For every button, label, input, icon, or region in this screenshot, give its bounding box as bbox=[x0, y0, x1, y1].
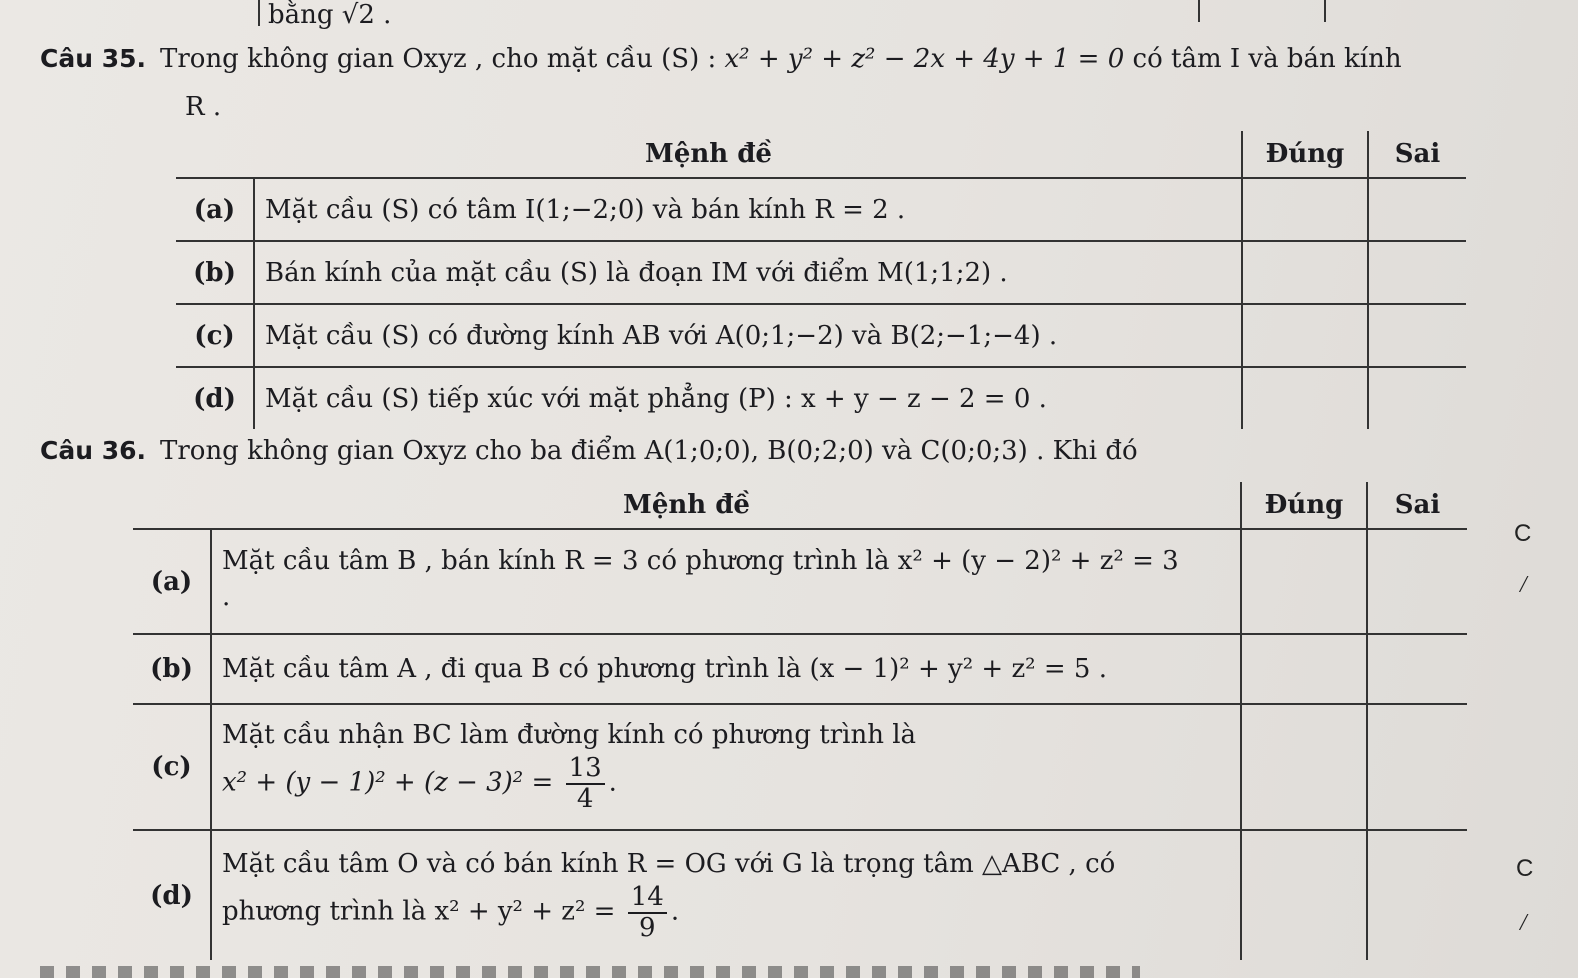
equation-end: . bbox=[608, 768, 617, 798]
question-36-stem bbox=[40, 436, 1138, 466]
statement-line: . bbox=[222, 581, 231, 612]
q36-stem: Trong không gian Oxyz cho ba điểm A(1;0;0), B(0;2;0) và C(0;0;3) . Khi đó bbox=[160, 436, 1138, 466]
equation-text: phương trình là x² + y² + z² = bbox=[222, 896, 624, 927]
row-label: (c) bbox=[176, 304, 254, 367]
equation-text: x² + (y − 1)² + (z − 3)² = bbox=[222, 768, 562, 798]
statement-line: Mặt cầu nhận BC làm đường kính có phương trình là bbox=[222, 720, 917, 751]
answer-false-cell[interactable] bbox=[1367, 704, 1467, 830]
margin-letter: C bbox=[1514, 520, 1532, 547]
table-row bbox=[133, 634, 1467, 704]
row-statement bbox=[211, 704, 1241, 830]
answer-true-cell[interactable] bbox=[1241, 704, 1367, 830]
row-statement: Mặt cầu (S) tiếp xúc với mặt phẳng (P) : x + y − z − 2 = 0 . bbox=[254, 367, 1242, 429]
row-statement: Mặt cầu (S) có tâm I(1;−2;0) và bán kính R = 2 . bbox=[254, 178, 1242, 241]
answer-true-cell[interactable] bbox=[1242, 178, 1368, 241]
equation-end: . bbox=[670, 896, 680, 927]
header-true: Đúng bbox=[1242, 131, 1368, 178]
fraction bbox=[566, 754, 605, 813]
fraction-numerator: 13 bbox=[566, 754, 605, 785]
statement-line: Mặt cầu tâm B , bán kính R = 3 có phương trình là x² + (y − 2)² + z² = 3 bbox=[222, 545, 1179, 576]
header-true: Đúng bbox=[1241, 482, 1367, 529]
q36-table bbox=[133, 482, 1467, 960]
q35-stem-end: R . bbox=[185, 92, 222, 122]
table-row bbox=[176, 304, 1466, 367]
answer-false-cell[interactable] bbox=[1368, 241, 1466, 304]
answer-false-cell[interactable] bbox=[1367, 529, 1467, 634]
answer-true-cell[interactable] bbox=[1241, 529, 1367, 634]
fraction-numerator: 14 bbox=[628, 883, 667, 914]
table-row bbox=[176, 367, 1466, 429]
header-false: Sai bbox=[1368, 131, 1466, 178]
margin-mark: / bbox=[1520, 572, 1527, 598]
answer-false-cell[interactable] bbox=[1368, 367, 1466, 429]
row-label: (a) bbox=[133, 529, 211, 634]
answer-false-cell[interactable] bbox=[1367, 830, 1467, 960]
question-36-number: Câu 36. bbox=[40, 436, 147, 465]
row-label: (b) bbox=[176, 241, 254, 304]
answer-false-cell[interactable] bbox=[1368, 304, 1466, 367]
previous-answer-fragment: bằng √2 . bbox=[268, 0, 392, 30]
row-label: (d) bbox=[133, 830, 211, 960]
fraction bbox=[628, 883, 667, 942]
row-label: (c) bbox=[133, 704, 211, 830]
top-rule bbox=[258, 0, 260, 26]
row-label: (b) bbox=[133, 634, 211, 704]
question-35-number: Câu 35. bbox=[40, 44, 147, 73]
table-row bbox=[176, 241, 1466, 304]
header-proposition: Mệnh đề bbox=[133, 482, 1241, 529]
q35-stem-before: Trong không gian Oxyz , cho mặt cầu (S) : bbox=[160, 44, 725, 74]
row-label: (d) bbox=[176, 367, 254, 429]
question-35-stem bbox=[40, 44, 1402, 74]
answer-true-cell[interactable] bbox=[1242, 367, 1368, 429]
answer-true-cell[interactable] bbox=[1242, 304, 1368, 367]
row-label: (a) bbox=[176, 178, 254, 241]
answer-true-cell[interactable] bbox=[1242, 241, 1368, 304]
header-false: Sai bbox=[1367, 482, 1467, 529]
row-statement bbox=[211, 529, 1241, 634]
fraction-denominator: 4 bbox=[576, 784, 594, 814]
answer-false-cell[interactable] bbox=[1368, 178, 1466, 241]
table-row bbox=[133, 704, 1467, 830]
top-tick bbox=[1198, 0, 1200, 22]
q35-table bbox=[176, 131, 1466, 429]
answer-true-cell[interactable] bbox=[1241, 830, 1367, 960]
top-tick bbox=[1324, 0, 1326, 22]
statement-equation bbox=[222, 754, 1230, 813]
q35-stem-after: có tâm I và bán kính bbox=[1124, 44, 1402, 74]
table-row bbox=[176, 178, 1466, 241]
margin-mark: / bbox=[1520, 910, 1527, 936]
answer-false-cell[interactable] bbox=[1367, 634, 1467, 704]
table-row bbox=[133, 529, 1467, 634]
row-statement: Mặt cầu tâm A , đi qua B có phương trình là (x − 1)² + y² + z² = 5 . bbox=[211, 634, 1241, 704]
cut-off-next-line bbox=[40, 966, 1140, 978]
table-row bbox=[133, 830, 1467, 960]
row-statement bbox=[211, 830, 1241, 960]
header-proposition: Mệnh đề bbox=[176, 131, 1242, 178]
row-statement: Bán kính của mặt cầu (S) là đoạn IM với điểm M(1;1;2) . bbox=[254, 241, 1242, 304]
margin-letter: C bbox=[1516, 855, 1534, 882]
q35-equation: x² + y² + z² − 2x + 4y + 1 = 0 bbox=[724, 44, 1125, 74]
answer-true-cell[interactable] bbox=[1241, 634, 1367, 704]
statement-line: Mặt cầu tâm O và có bán kính R = OG với G là trọng tâm △ABC , có bbox=[222, 848, 1116, 879]
fraction-denominator: 9 bbox=[639, 912, 656, 943]
row-statement: Mặt cầu (S) có đường kính AB với A(0;1;−2) và B(2;−1;−4) . bbox=[254, 304, 1242, 367]
statement-equation bbox=[222, 883, 1230, 942]
